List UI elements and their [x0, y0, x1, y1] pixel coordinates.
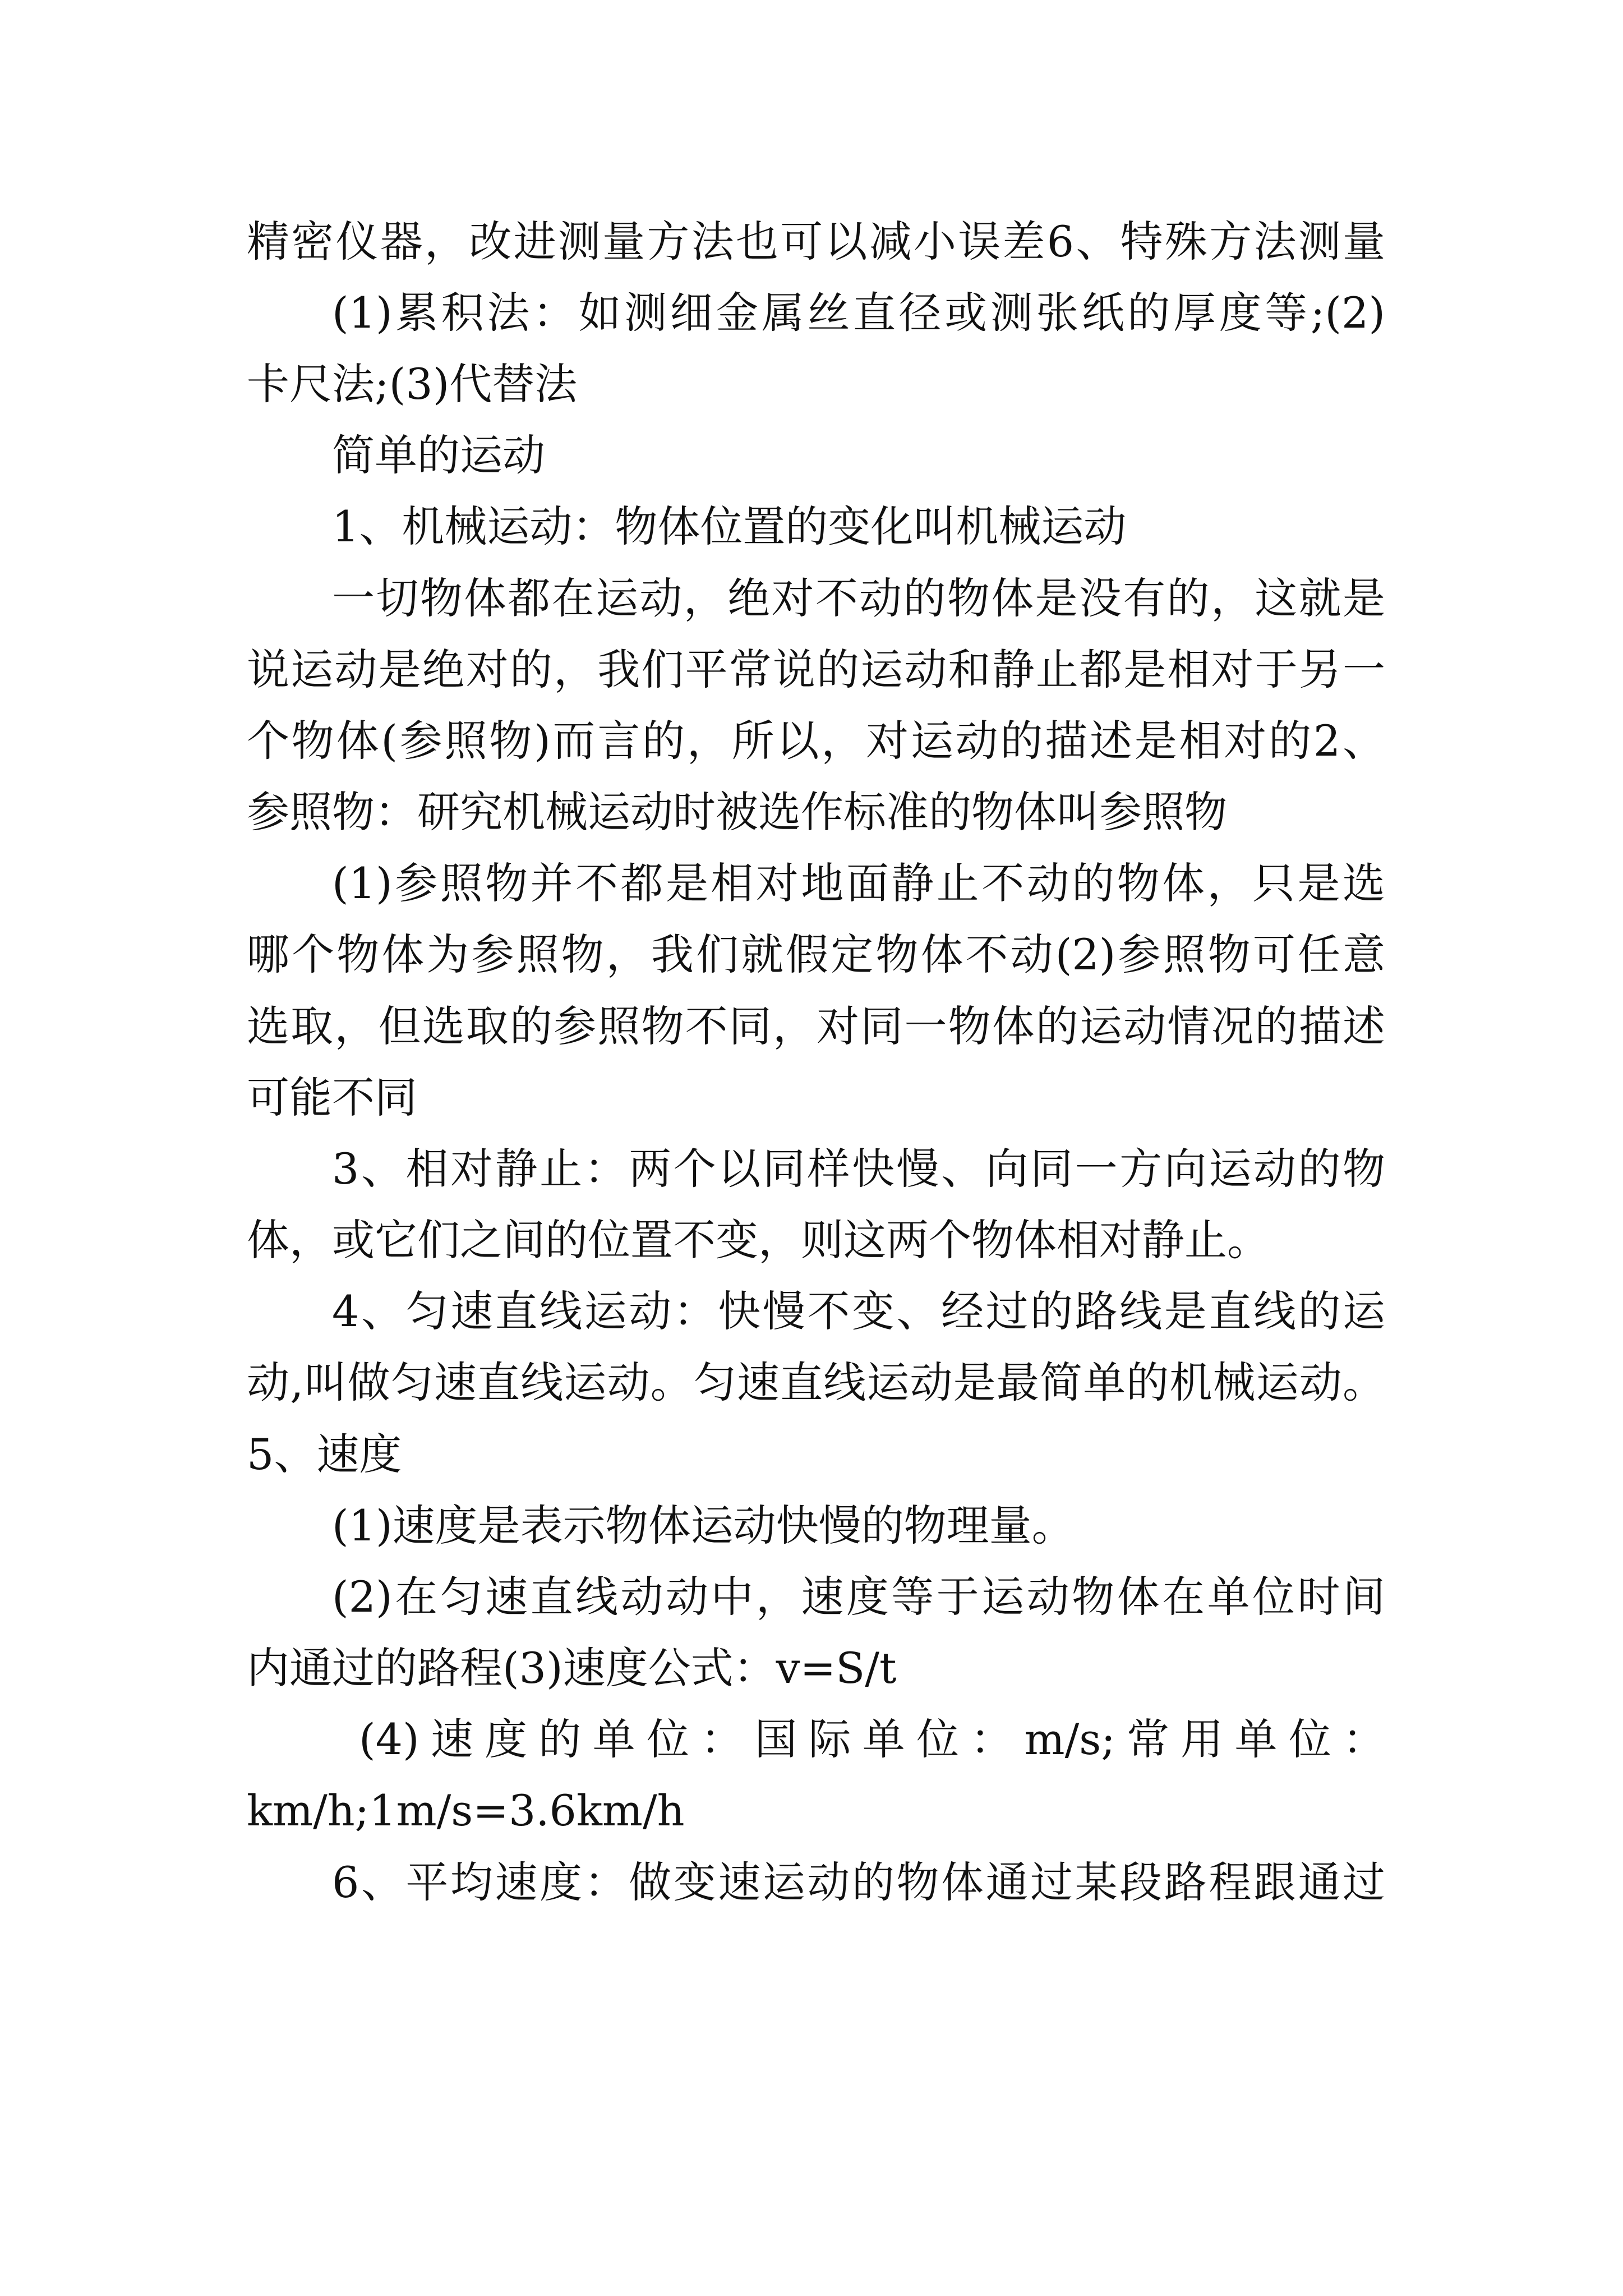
text-line: 卡尺法;(3)代替法: [247, 359, 578, 409]
text-line: (4)速度的单位：国际单位：m/s;常用单位：: [359, 1714, 1385, 1764]
text-line: 动,叫做匀速直线运动。匀速直线运动是最简单的机械运动。: [247, 1358, 1385, 1407]
text-line: 哪个物体为参照物，我们就假定物体不动(2)参照物可任意: [247, 930, 1385, 979]
text-line: 6、平均速度：做变速运动的物体通过某段路程跟通过: [332, 1857, 1385, 1907]
text-line: 3、相对静止：两个以同样快慢、向同一方向运动的物: [332, 1144, 1385, 1194]
text-line: (1)累积法：如测细金属丝直径或测张纸的厚度等;(2): [332, 288, 1385, 338]
text-line: (2)在匀速直线动动中，速度等于运动物体在单位时间: [332, 1572, 1385, 1622]
text-line: 5、速度: [247, 1429, 402, 1479]
text-line: 内通过的路程(3)速度公式：v=S/t: [247, 1643, 897, 1693]
text-line: 体，或它们之间的位置不变，则这两个物体相对静止。: [247, 1215, 1270, 1265]
section-heading: 简单的运动: [332, 430, 545, 480]
text-line: 说运动是绝对的，我们平常说的运动和静止都是相对于另一: [247, 645, 1385, 694]
text-line: 精密仪器，改进测量方法也可以减小误差6、特殊方法测量: [247, 217, 1385, 266]
text-line: 参照物：研究机械运动时被选作标准的物体叫参照物: [247, 787, 1227, 837]
text-line: 选取，但选取的参照物不同，对同一物体的运动情况的描述: [247, 1001, 1385, 1051]
text-line: (1)速度是表示物体运动快慢的物理量。: [332, 1501, 1075, 1550]
text-line: 4、匀速直线运动：快慢不变、经过的路线是直线的运: [332, 1286, 1385, 1336]
text-line: (1)参照物并不都是相对地面静止不动的物体，只是选: [332, 858, 1385, 908]
text-line: km/h;1m/s=3.6km/h: [247, 1786, 685, 1835]
text-line: 1、机械运动：物体位置的变化叫机械运动: [332, 501, 1127, 551]
text-line: 一切物体都在运动，绝对不动的物体是没有的，这就是: [332, 573, 1385, 623]
text-line: 可能不同: [247, 1073, 417, 1122]
text-line: 个物体(参照物)而言的，所以，对运动的描述是相对的2、: [247, 716, 1385, 766]
